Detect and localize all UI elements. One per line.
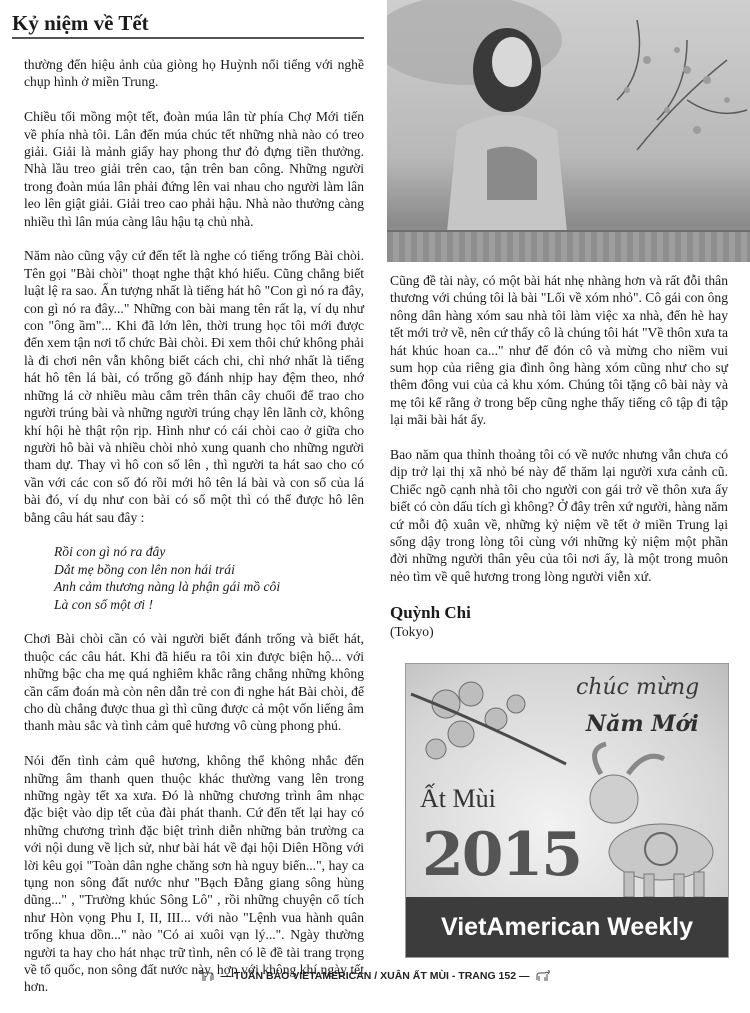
paragraph: Bao năm qua thỉnh thoảng tôi có về nước nhưng vẫn chưa có dịp trở lại thị xã nhỏ bé này để thăm lại người xưa cảnh cũ. Chiếc ngõ cạnh nhà tôi cho người con gái trở về thôn xưa ấy biết có còn dấu tích gì không? Ở đây trên xứ người, hàng năm cứ mỗi độ xuân về, những kỷ niệm về tết ở miền Trung lại sống dậy trong lòng tôi cùng với những kỷ niệm một phần đời những người thân yêu của tôi nơi ấy, là một trong muôn nẻo tìm về quê hương trong lòng người viễn xứ. [390,447,728,584]
paragraph: Chiều tối mồng một tết, đoàn múa lân từ phía Chợ Mới tiến về phía nhà tôi. Lân đến múa chúc tết những nhà nào có treo giải. Giải là mảnh giấy hay phong thư đỏ đựng tiền thưởng. Nhà lầu treo giải trên cao, tận trên ban công. Những người trong đoàn múa lân phải đứng lên vai nhau cho người làm lân leo lên giật giải. Giải treo cao phải hậu. Nhà nào thưởng càng nhiều thì lân múa càng lâu hậu tạ chủ nhà. [24,109,364,229]
left-column [24,56,364,1013]
page-footer [0,968,750,984]
year-label: Ất Mùi [420,784,496,813]
author-name: Quỳnh Chi [390,602,471,622]
new-year-greeting-card [405,663,729,958]
goat-icon [199,968,215,984]
paragraph: Cũng đề tài này, có một bài hát nhẹ nhàng hơn và rất đỗi thân thương với chúng tôi là bài "Lối về xóm nhỏ". Cô gái con ông nông dân hàng xóm sau nhà tôi làm việc xa nhà, đến hè hay tết mới trở về, nên cứ thấy cô là chúng tôi hát "Về thôn xưa ta hát khúc hoan ca..." như để đón cô và mừng cho niềm vui sum họp của riêng gia đình ông hàng xóm cũng như cho sự thêm đông vui của cả khu xóm. Chúng tôi tặng cô bài này và mẹ tôi kể rằng ở trong bếp cũng nghe thấy tiếng cô tập đi tập lại mãi bài hát ấy. [390,273,728,428]
article-title: Kỷ niệm về Tết [12,10,364,39]
poem-line: Anh cảm thương nàng là phận gái mồ côi [54,579,281,595]
paragraph: thường đến hiệu ảnh của giòng họ Huỳnh nổi tiếng với nghề chụp hình ở miền Trung. [24,57,364,90]
author-location: (Tokyo) [390,623,434,639]
poem-line: Là con số một ơi ! [54,596,154,612]
paragraph: Chơi Bài chòi cần có vài người biết đánh trống và biết hát, thuộc các câu hát. Khi đã hiểu ra tôi xin được biện hộ... với những bậc cha mẹ quá nghiêm khắc rằng chẳng những không cần cấm đoán mà còn nên dẫn trẻ con đi nghe hát Bài chòi, để cho dù chẳng được thua gì thì cũng được cả một vốn liếng âm thanh màu sắc và tình cảm quê hương vô cùng phong phú. [24,631,364,734]
greeting-line-2: Năm Mới [586,711,699,737]
brand-band [406,897,728,957]
poem [54,543,364,613]
footer-text: — TUẦN BÁO VIETAMERICAN / XUÂN ẤT MÙI - TRANG 152 — [220,970,530,982]
poem-line: Rồi con gì nó ra đây [54,544,166,560]
year-number: 2015 [422,820,581,890]
illustration-art [387,0,750,262]
paragraph: Nói đến tình cảm quê hương, không thể không nhắc đến những âm thanh quen thuộc khác thường vang lên trong những ngày tết xa xưa. Đó là những chương trình âm nhạc đặc biệt vào dịp tết của đài phát thanh. Cứ đến tết lại hay có những chương trình đặc biệt trình diễn những bản trường ca với nội dung về lịch sử, như bài hát về đại hội Diên Hồng với lời kêu gọi "Toàn dân nghe chăng sơn hà nguy biến...", hay ca tụng non sông đất nước như "Bạch Đằng giang sông hùng dũng..." , "Trường khúc Sông Lô" , rồi những chuyện cổ tích như Hòn vọng Phu I, II, III... với nào "Lệnh vua hành quân trống khua dồn..." nào "Có ai xuôi vạn lý...". Ngày thường người ta hay cho hát nhạc trữ tình, nên có lẽ đề tài trang trọng về tổ quốc, non sông đất nước này, hợp với không khí ngày tết hơn. [24,753,364,995]
decorative-frame [387,230,750,262]
illustration-woman-with-hat [387,0,750,262]
poem-line: Dắt mẹ bồng con lên non hái trái [54,561,235,577]
greeting-line-1: chúc mừng [576,675,700,700]
goat-icon [535,968,551,984]
paragraph: Năm nào cũng vậy cứ đến tết là nghe có tiếng trống Bài chòi. Tên gọi "Bài chòi" thoạt nghe thật khó hiểu. Cũng chẳng biết luật lệ ra sao. Ấn tượng nhất là tiếng hát hô "Con gì nó ra đây, con gì nó ra đây..." Những con bài mang tên rất lạ, ví dụ như con "ông ầm"... Khi đã lớn lên, thời trung học tôi mới được đến xem tận nơi tổ chức Bài chòi. Đi xem thôi chứ không phải là đi chơi nên vẫn không biết cách chi, chỉ nhớ nhất là tiếng hát hô tên lá bài, có trống gõ đánh nhịp hay đệm theo, nhớ những lá cờ nhiều màu cắm trên thân cây chuối để trao cho người trúng bài và những người trúng chạy lên lãnh cờ, không khí hội hè thật rộn rịp. Hình như có cái chòi cao ở giữa cho người hô bài và nhiều chòi nhỏ xung quanh cho những người tham dự. Thay vì hô con số lên , thì người ta hát sao cho có vần với các con số đó rồi mới hô tên lá bài và con số của lá bài đó, ví dụ như con bài có số một thì có thể được hô lên bằng câu hát sau đây : [24,248,364,525]
right-column [390,272,728,640]
brand-name: VietAmerican Weekly [441,913,693,941]
